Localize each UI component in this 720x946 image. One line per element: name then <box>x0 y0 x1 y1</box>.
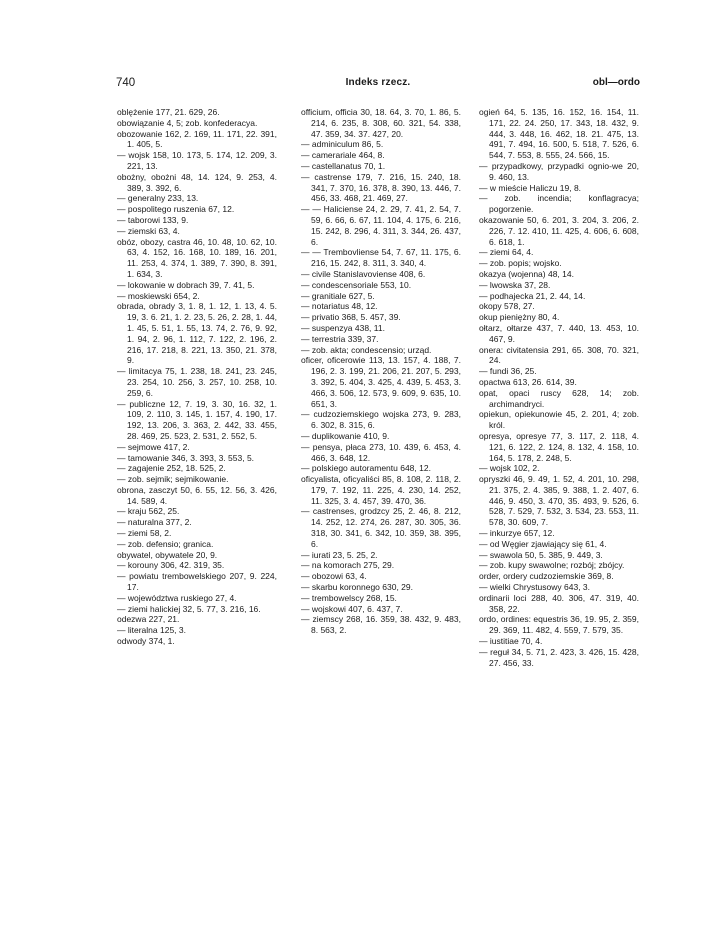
index-entry: — suspenzya 438, 11. <box>301 322 385 333</box>
index-entry: — tamowanie 346, 3. 393, 3. 553, 5. <box>117 452 255 463</box>
index-entry: order, ordery cudzoziemskie 369, 8. <box>479 571 614 582</box>
index-column-1 <box>117 107 277 647</box>
index-entry: okazya (wojenna) 48, 14. <box>479 268 574 279</box>
index-entry: obozowanie 162, 2. 169, 11. 171, 22. 391, 1. 405, 5. <box>117 128 277 150</box>
index-entry: — fundi 36, 25. <box>479 366 537 377</box>
index-entry: ogień 64, 5. 135, 16. 152, 16. 154, 11. 171, 22. 24. 250, 17. 343, 18. 432, 9. 444, 3. 448, 16. 462, 18. 21. 475, 13. 491, 7. 494, 16. 500, 5. 518, 7. 526, 6. 544, 7. 553, 8. 555, 24. 566, 15. <box>479 107 639 161</box>
index-entry: — iurati 23, 5. 25, 2. <box>301 549 378 560</box>
index-entry: obrona, zasczyt 50, 6. 55, 12. 56, 3. 426, 14. 589, 4. <box>117 484 277 506</box>
index-column-3 <box>479 107 639 668</box>
index-entry: — skarbu koronnego 630, 29. <box>301 582 413 593</box>
index-entry: — civile Stanislavoviense 408, 6. <box>301 268 426 279</box>
index-entry: — adminiculum 86, 5. <box>301 139 384 150</box>
index-entry: — granitiale 627, 5. <box>301 290 375 301</box>
index-entry: — pensya, płaca 273, 10. 439, 6. 453, 4. 466, 3. 648, 12. <box>301 441 461 463</box>
index-entry: oblężenie 177, 21. 629, 26. <box>117 107 220 117</box>
index-entry: — wielki Chrystusowy 643, 3. <box>479 582 591 593</box>
index-entry: — zob. kupy swawolne; rozbój; zbójcy. <box>479 560 625 571</box>
index-entry: — cudzoziemskiego wojska 273, 9. 283, 6. 302, 8. 315, 6. <box>301 409 461 431</box>
index-entry: — kraju 562, 25. <box>117 506 180 517</box>
index-entry: opactwa 613, 26. 614, 39. <box>479 376 577 387</box>
index-entry: oficer, oficerowie 113, 13. 157, 4. 188, 7. 196, 2. 3. 199, 21. 206, 21. 207, 5. 293, 3. 392, 5. 404, 3. 425, 4. 439, 5. 453, 3. 466, 3. 506, 12. 573, 9. 609, 9. 635, 10. 651, 3. <box>301 355 461 409</box>
index-entry: — na komorach 275, 29. <box>301 560 395 571</box>
index-entry: obowiązanie 4, 5; zob. konfederacya. <box>117 117 258 128</box>
index-entry: — zob. popis; wojsko. <box>479 258 562 269</box>
index-entry: ołtarz, ołtarze 437, 7. 440, 13. 453, 10. 467, 9. <box>479 322 639 344</box>
index-entry: — publiczne 12, 7. 19, 3. 30, 16. 32, 1. 109, 2. 110, 3. 145, 1. 157, 4. 190, 17. 192, 13. 206, 3. 363, 2. 442, 33. 455, 28. 469, 25. 523, 2. 531, 2. 552, 5. <box>117 398 277 441</box>
index-entry: opresya, opresye 77, 3. 117, 2. 118, 4. 121, 6. 122, 2. 124, 8. 132, 4. 158, 10. 164, 5. 178, 2. 248, 5. <box>479 430 639 463</box>
index-entry: — — Trembovliense 54, 7. 67, 11. 175, 6. 216, 15. 242, 8. 311, 3. 340, 4. <box>301 247 461 269</box>
index-entry: — condescensoriale 553, 10. <box>301 279 412 290</box>
index-entry: opiekun, opiekunowie 45, 2. 201, 4; zob. król. <box>479 409 639 431</box>
index-entry: — privatio 368, 5. 457, 39. <box>301 312 401 323</box>
index-entry: — ziemski 63, 4. <box>117 225 180 236</box>
entry-range: obl—ordo <box>592 77 640 88</box>
index-entry: ordo, ordines: equestris 36, 19. 95, 2. 359, 29. 369, 11. 482, 4. 559, 7. 579, 35. <box>479 614 639 636</box>
index-entry: — taborowi 133, 9. <box>117 214 189 225</box>
index-entry: — obozowi 63, 4. <box>301 571 367 582</box>
index-entry: odwody 374, 1. <box>117 636 175 647</box>
index-entry: obrada, obrady 3, 1. 8, 1. 12, 1. 13, 4. 5. 19, 3. 6. 21, 1. 2. 23, 5. 26, 2. 28, 1. 44, 1. 45, 5. 51, 1. 55, 13. 74, 2. 76, 9. 92, 1. 94, 2. 96, 1. 112, 7. 122, 2. 196, 2. 216, 17. 218, 8. 221, 13. 350, 21. 378, 9. <box>117 301 277 366</box>
index-entry: odezwa 227, 21. <box>117 614 180 625</box>
index-entry: — w mieście Haliczu 19, 8. <box>479 182 582 193</box>
index-entry: — moskiewski 654, 2. <box>117 290 200 301</box>
page-header <box>116 77 640 93</box>
index-entry: okazowanie 50, 6. 201, 3. 204, 3. 206, 2. 226, 7. 12. 410, 11. 425, 4. 606, 6. 608, 6. 618, 1. <box>479 214 639 247</box>
index-entry: — zob. sejmik; sejmikowanie. <box>117 474 229 485</box>
index-entry: — castrenses, grodzcy 25, 2. 46, 8. 212, 14. 252, 12. 274, 26. 287, 30. 305, 36. 318, 30. 341, 6. 342, 10. 359, 38. 395, 6. <box>301 506 461 549</box>
index-entry: — zagajenie 252, 18. 525, 2. <box>117 463 226 474</box>
index-entry: — generalny 233, 13. <box>117 193 199 204</box>
index-entry: — — Haliciense 24, 2. 29, 7. 41, 2. 54, 7. 59, 6. 66, 6. 67, 11. 104, 4. 175, 6. 216, 15. 242, 8. 296, 4. 311, 3. 344, 26. 437, 6. <box>301 204 461 247</box>
index-entry: — korouny 306, 42. 319, 35. <box>117 560 225 571</box>
index-entry: — inkurzye 657, 12. <box>479 528 555 539</box>
index-entry: — swawola 50, 5. 385, 9. 449, 3. <box>479 549 603 560</box>
index-entry: — camerariale 464, 8. <box>301 150 385 161</box>
index-entry: — ziemi 58, 2. <box>117 528 172 539</box>
index-column-2 <box>301 107 461 636</box>
index-entry: onera: civitatensia 291, 65. 308, 70. 321, 24. <box>479 344 639 366</box>
index-entry: obożny, obożni 48, 14. 124, 9. 253, 4. 389, 3. 392, 6. <box>117 171 277 193</box>
index-entry: okopy 578, 27. <box>479 301 535 312</box>
index-entry: — ziemi halickiej 32, 5. 77, 3. 216, 16. <box>117 603 261 614</box>
index-entry: — powiatu trembowelskiego 207, 9. 224, 17. <box>117 571 277 593</box>
index-entry: — trembowelscy 268, 15. <box>301 592 397 603</box>
index-entry: — zob. akta; condescensio; urząd. <box>301 344 432 355</box>
index-entry: — lwowska 37, 28. <box>479 279 551 290</box>
index-entry: — reguł 34, 5. 71, 2. 423, 3. 426, 15. 428, 27. 456, 33. <box>479 646 639 668</box>
index-entry: ordinarii loci 288, 40. 306, 47. 319, 40. 358, 22. <box>479 592 639 614</box>
index-entry: — literalna 125, 3. <box>117 625 186 636</box>
index-entry: — naturalna 377, 2. <box>117 517 192 528</box>
index-entry: — zob. defensio; granica. <box>117 538 214 549</box>
index-entry: — przypadkowy, przypadki ognio-we 20, 9. 460, 13. <box>479 160 639 182</box>
index-entry: — lokowanie w dobrach 39, 7. 41, 5. <box>117 279 255 290</box>
index-entry: — wojsk 158, 10. 173, 5. 174, 12. 209, 3. 221, 13. <box>117 150 277 171</box>
index-entry: — ziemscy 268, 16. 359, 38. 432, 9. 483, 8. 563, 2. <box>301 614 461 636</box>
index-entry: — duplikowanie 410, 9. <box>301 430 390 441</box>
index-entry: — iustitiae 70, 4. <box>479 636 543 647</box>
page-number: 740 <box>116 77 136 89</box>
index-entry: — województwa ruskiego 27, 4. <box>117 592 237 603</box>
index-entry: — terrestria 339, 37. <box>301 333 379 344</box>
index-entry: — notariatus 48, 12. <box>301 301 378 312</box>
index-entry: — sejmowe 417, 2. <box>117 441 190 452</box>
running-title: Indeks rzecz. <box>345 77 411 88</box>
index-entry: officium, officia 30, 18. 64, 3. 70, 1. 86, 5. 214, 6. 235, 8. 308, 60. 321, 54. 338, 47. 359, 34. 37. 427, 20. <box>301 107 461 139</box>
index-entry: opryszki 46, 9. 49, 1. 52, 4. 201, 10. 298, 21. 375, 2. 4. 385, 9. 388, 1. 2. 407, 6. 446, 9. 450, 3. 470, 35. 493, 9. 526, 6. 528, 7. 529, 7. 532, 3. 534, 23. 553, 11. 578, 30. 609, 7. <box>479 474 639 528</box>
index-entry: — wojsk 102, 2. <box>479 463 540 474</box>
index-entry: — ziemi 64, 4. <box>479 247 534 258</box>
index-entry: okup pieniężny 80, 4. <box>479 312 560 323</box>
index-entry: — wojskowi 407, 6. 437, 7. <box>301 603 403 614</box>
index-entry: — castellanatus 70, 1. <box>301 160 386 171</box>
index-entry: — od Węgier zjawiający się 61, 4. <box>479 538 607 549</box>
index-entry: obywatel, obywatele 20, 9. <box>117 549 218 560</box>
index-entry: — castrense 179, 7. 216, 15. 240, 18. 341, 7. 370, 16. 378, 8. 390, 13. 446, 7. 456, 33. 468, 21. 469, 27. <box>301 171 461 204</box>
index-entry: obóz, obozy, castra 46, 10. 48, 10. 62, 10. 63, 4. 152, 16. 168, 10. 189, 16. 201, 11. 253, 4. 374, 1. 389, 7. 390, 8. 391, 1. 634, 3. <box>117 236 277 279</box>
index-entry: — zob. incendia; konflagracya; pogorzenie. <box>479 193 639 215</box>
index-entry: opat, opaci ruscy 628, 14; zob. archimandryci. <box>479 387 639 409</box>
index-entry: — limitacya 75, 1. 238, 18. 241, 23. 245, 23. 254, 10. 256, 3. 257, 10. 258, 10. 259, 6. <box>117 366 277 398</box>
index-entry: — polskiego autoramentu 648, 12. <box>301 463 431 474</box>
index-entry: — pospolitego ruszenia 67, 12. <box>117 204 235 215</box>
index-entry: — podhajecka 21, 2. 44, 14. <box>479 290 586 301</box>
index-entry: oficyalista, oficyaliści 85, 8. 108, 2. 118, 2. 179, 7. 192, 11. 225, 4. 230, 14. 252, 11. 325, 3. 4. 457, 39. 470, 36. <box>301 474 461 506</box>
